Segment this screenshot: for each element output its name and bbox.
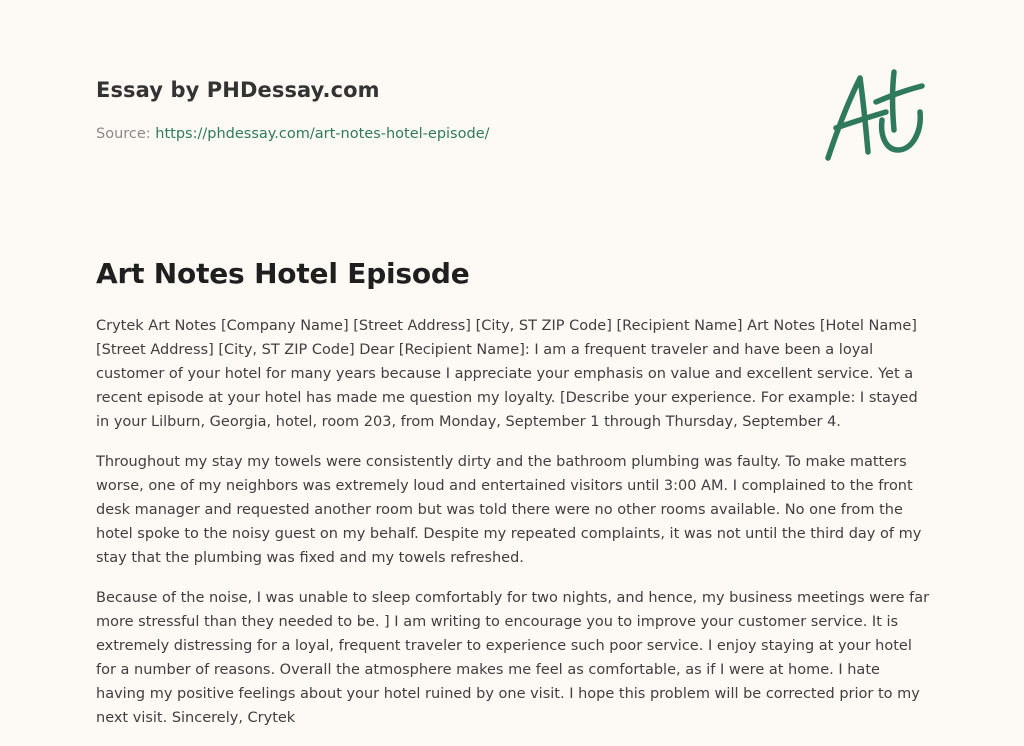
essay-paragraph: Crytek Art Notes [Company Name] [Street Address] [City, ST ZIP Code] [Recipient Name] Art Notes [Hotel Name] [Street Address] [City, ST ZIP Code] Dear [Recipient Name]: I am a frequent traveler and have been a loyal customer of your hotel for many years because I appreciate your emphasis on value and excellent service. Yet a recent episode at your hotel has made me question my loyalty. [Describe your experience. For example: I stayed in your Lilburn, Georgia, hotel, room 203, from Monday, September 1 through Thursday, September 4. [96,318,918,430]
essay-body [96,314,930,746]
a-plus-logo-icon [820,66,930,166]
page-header [96,76,816,144]
source-label: Source: [96,126,151,142]
essay-paragraph: Because of the noise, I was unable to sleep comfortably for two nights, and hence, my business meetings were far more stressful than they needed to be. ] I am writing to encourage you to improve your customer service. It is extremely distressing for a loyal, frequent traveler to experience such poor service. I enjoy staying at your hotel for a number of reasons. Overall the atmosphere makes me feel as comfortable, as if I were at home. I hate having my positive feelings about your hotel ruined by one visit. I hope this problem will be corrected prior to my next visit. Sincerely, Crytek [96,590,930,726]
essay-paragraph: Throughout my stay my towels were consistently dirty and the bathroom plumbing was faulty. To make matters worse, one of my neighbors was extremely loud and entertained visitors until 3:00 AM. I complained to the front desk manager and requested another room but was told there were no other rooms available. No one from the hotel spoke to the noisy guest on my behalf. Despite my repeated complaints, it was not until the third day of my stay that the plumbing was fixed and my towels refreshed. [96,454,922,566]
source-line [96,124,816,144]
source-link[interactable]: https://phdessay.com/art-notes-hotel-episode/ [155,126,490,142]
essay-title: Art Notes Hotel Episode [96,257,470,290]
site-title: Essay by PHDessay.com [96,78,380,102]
